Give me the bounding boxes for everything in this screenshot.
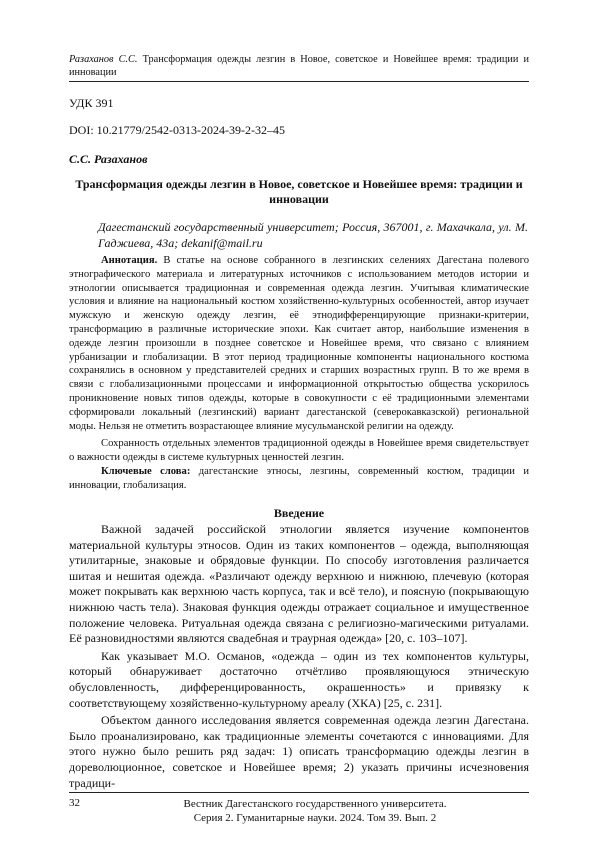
keywords-label: Ключевые слова: [101, 465, 191, 477]
journal-line-2: Серия 2. Гуманитарные науки. 2024. Том 39. Вып. 2 [193, 812, 437, 824]
abstract-text: В статье на основе собранного в лезгинских селениях Дагестана полевого этнографического материала и литературных источников с использованием методов истории и этнологии описывается традиционная и современная одежда лезгин. Учитывая климатические условия и влияние на национальный костюм хозяйственно-культурных особенностей, автор изучает мужскую и женскую одежду лезгин, её этнодифференцирующие признаки-критерии, трансформацию в различные исторические эпохи. Как считает автор, наибольшие изменения в одежде лезгин произошли в позднее советское и Новейшее время, что связано с влиянием урбанизации и глобализации. В этот период традиционные компоненты национального костюма сохранялись в основном у представителей средних и старших возрастных групп. В то же время в связи с глобализационными процессами и информационной открытостью общества ускорилось проникновение новых типов одежды, которые в совокупности с её традиционными элементами сформировали локальный (лезгинский) вариант дагестанской (северокавказской) региональной моды. Нельзя не отметить возрастающее влияние мусульманской религии на одежду. [69, 255, 530, 432]
running-header-title: Трансформация одежды лезгин в Новое, советское и Новейшее время: традиции и инновации [69, 54, 530, 78]
running-header [69, 53, 529, 79]
article-title: Трансформация одежды лезгин в Новое, советское и Новейшее время: традиции и инновации [75, 177, 523, 206]
abstract [69, 254, 529, 493]
keywords-text: дагестанские этносы, лезгины, современный костюм, традиции и инновации, глобализация. [69, 465, 529, 491]
doi: DOI: 10.21779/2542-0313-2024-39-2-32–45 [69, 123, 285, 137]
running-header-author: Разаханов С.С. [69, 54, 138, 65]
abstract-label: Аннотация. [101, 255, 158, 266]
body-paragraph-1: Важной задачей российской этнологии является изучение компонентов материальной культуры этносов. Один из таких компонентов – одежда, выполняющая утилитарные, знаковые и обрядовые функции. По способу изготовления различается шитая и нешитая одежда. «Различают одежду верхнюю и нижнюю, плечевую (которая может покрывать как верхнюю часть корпуса, так и всё тело), и поясную (покрывающую нижнюю часть тела). Знаковая функция одежды отражает социальное и имущественное положение человека. Ритуальная одежда связана с религиозно-магическими ритуалами. Её разновидностями являются свадебная и траурная одежда» [20, с. 103–107]. [69, 522, 529, 646]
udk-code: УДК 391 [69, 96, 114, 110]
abstract-paragraph [69, 254, 529, 433]
keywords [69, 465, 529, 493]
header-divider [69, 81, 529, 82]
abstract-paragraph-2: Сохранность отдельных элементов традиционной одежды в Новейшее время свидетельствует о важности одежды в системе культурных ценностей лезгин. [69, 438, 529, 464]
section-heading: Введение [273, 506, 325, 520]
body-paragraph-3: Объектом данного исследования является современная одежда лезгин Дагестана. Было проанализировано, как традиционные элементы сочетаются с инновациями. Для этого нужно было решить ряд задач: 1) описать трансформацию одежды лезгин в дореволюционное, советское и Новейшее время; 2) указать причины исчезновения традици- [69, 713, 529, 790]
body-text [69, 522, 529, 791]
journal-line-1: Вестник Дагестанского государственного университета. [183, 798, 447, 810]
footer-divider [69, 792, 529, 793]
author-affiliation: Дагестанский государственный университет; Россия, 367001, г. Махачкала, ул. М. Гаджиева, 43а; dekanif@mail.ru [98, 220, 528, 250]
journal-info [150, 797, 480, 825]
author-name: С.С. Разаханов [69, 152, 148, 166]
body-paragraph-2: Как указывает М.О. Османов, «одежда – один из тех компонентов культуры, который обнаруживает достаточно отчётливо проявляющуюся этническую обусловленность, дифференцированность, окрашенность» и привязку к соответствующему хозяйственно-культурному ареалу (ХКА) [25, с. 231]. [69, 648, 529, 710]
page-number: 32 [69, 797, 80, 809]
